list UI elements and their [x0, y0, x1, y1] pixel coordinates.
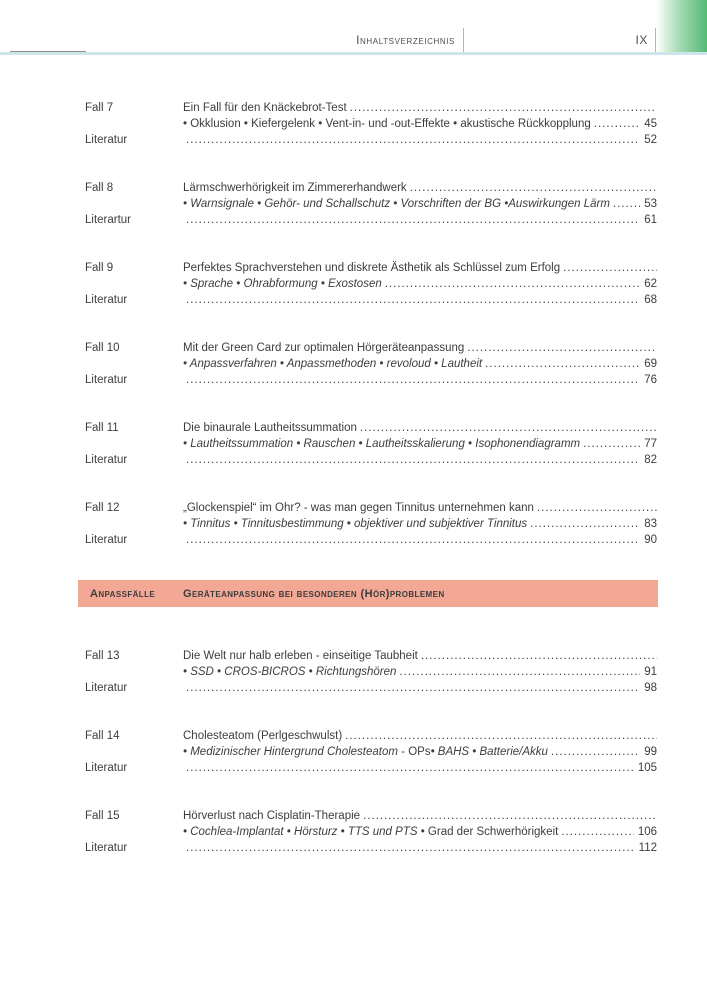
entry-topics-page: 83: [644, 518, 657, 530]
entry-topics-page: 45: [644, 118, 657, 130]
literatur-line: [183, 212, 657, 228]
entry-title-line: [183, 260, 657, 276]
dot-leader: [186, 840, 635, 856]
toc-entry: [85, 340, 657, 388]
dot-leader: [363, 808, 657, 824]
literatur-label: Literatur: [85, 762, 128, 774]
toc-entry: [85, 180, 657, 228]
dot-leader: [186, 132, 640, 148]
entry-case-label: Fall 12: [85, 502, 120, 514]
dot-leader: [186, 532, 640, 548]
entry-title-line: [183, 648, 657, 664]
corner-gradient: [656, 0, 707, 52]
literatur-line: [183, 840, 657, 856]
entry-title-line: [183, 500, 657, 516]
entry-label-spacer: [85, 196, 183, 212]
entry-topics-run: • SSD • CROS-BICROS • Richtungshören: [183, 666, 397, 678]
literatur-label: Literatur: [85, 294, 128, 306]
entry-case-label: Fall 8: [85, 182, 114, 194]
entry-topics-run: Grad der Schwerhörigkeit: [427, 826, 559, 838]
entry-topics-page: 77: [644, 438, 657, 450]
literatur-page: 112: [638, 842, 657, 854]
entry-topics-page: 106: [637, 826, 657, 838]
entry-topics-line: [183, 196, 657, 212]
entry-topics-run: • Lautheitssummation • Rauschen • Lautheitsskalierung • Isophonendiagramm: [183, 438, 581, 450]
entry-title-line: [183, 180, 657, 196]
dot-leader: [530, 516, 640, 532]
literatur-page: 105: [637, 762, 657, 774]
toc-entry: [85, 100, 657, 148]
entry-title: Cholesteatom (Perlgeschwulst): [183, 730, 343, 742]
dot-leader: [186, 680, 640, 696]
entry-case-label: Fall 13: [85, 650, 120, 662]
entry-label-spacer: [85, 116, 183, 132]
toc-entry: [85, 500, 657, 548]
entry-topics-run: - OPs: [397, 746, 431, 758]
entry-label-spacer: [85, 744, 183, 760]
header-rule-blue: [0, 52, 707, 55]
section-bar-title: Geräteanpassung bei besonderen (Hör)problemen: [183, 587, 445, 600]
dot-leader: [583, 436, 640, 452]
dot-leader: [350, 100, 657, 116]
entry-title: Hörverlust nach Cisplatin-Therapie: [183, 810, 361, 822]
dot-leader: [186, 760, 634, 776]
literatur-label: Literatur: [85, 842, 128, 854]
entry-case-label: Fall 7: [85, 102, 114, 114]
dot-leader: [186, 452, 640, 468]
entry-topics-line: [183, 356, 657, 372]
entry-topics-line: [183, 516, 657, 532]
literatur-page: 82: [644, 454, 657, 466]
entry-case-label: Fall 14: [85, 730, 120, 742]
entry-title: Ein Fall für den Knäckebrot-Test: [183, 102, 347, 114]
entry-label-spacer: [85, 356, 183, 372]
page-number: IX: [635, 33, 648, 47]
entry-title: „Glockenspiel“ im Ohr? - was man gegen Tinnitus unternehmen kann: [183, 502, 534, 514]
literatur-page: 76: [644, 374, 657, 386]
literatur-label: Literatur: [85, 682, 128, 694]
entry-title: Lärmschwerhörigkeit im Zimmererhandwerk: [183, 182, 407, 194]
dot-leader: [186, 212, 640, 228]
entry-topics-page: 69: [644, 358, 657, 370]
toc-entry: [85, 728, 657, 776]
entry-topics-line: [183, 824, 657, 840]
dot-leader: [537, 500, 657, 516]
dot-leader: [485, 356, 640, 372]
entry-case-label: Fall 11: [85, 422, 119, 434]
entry-title: Perfektes Sprachverstehen und diskrete Ästhetik als Schlüssel zum Erfolg: [183, 262, 561, 274]
dot-leader: [186, 372, 640, 388]
entry-case-label: Fall 10: [85, 342, 120, 354]
literatur-line: [183, 132, 657, 148]
entry-case-label: Fall 9: [85, 262, 114, 274]
toc-entry: [85, 648, 657, 696]
entry-label-spacer: [85, 824, 183, 840]
entry-label-spacer: [85, 276, 183, 292]
literatur-page: 98: [644, 682, 657, 694]
dot-leader: [186, 292, 640, 308]
entry-label-spacer: [85, 516, 183, 532]
toc-group-anpassfaelle: [85, 648, 657, 856]
literatur-page: 90: [644, 534, 657, 546]
entry-topics-line: [183, 436, 657, 452]
literatur-page: 52: [644, 134, 657, 146]
section-bar-label: Anpassfälle: [90, 587, 156, 600]
literatur-label: Literatur: [85, 454, 128, 466]
header-divider-left: [463, 28, 464, 53]
dot-leader: [399, 664, 640, 680]
dot-leader: [360, 420, 657, 436]
entry-topics-line: [183, 276, 657, 292]
literatur-line: [183, 532, 657, 548]
literatur-line: [183, 372, 657, 388]
entry-topics-run: • Okklusion • Kiefergelenk • Vent-in- und -out-Effekte • akustische Rückkopplung: [183, 118, 591, 130]
literatur-label: Literartur: [85, 214, 132, 226]
entry-title-line: [183, 100, 657, 116]
toc-entry: [85, 420, 657, 468]
literatur-label: Literatur: [85, 534, 128, 546]
entry-topics-line: [183, 664, 657, 680]
literatur-line: [183, 680, 657, 696]
entry-title: Die binaurale Lautheitssummation: [183, 422, 357, 434]
dot-leader: [410, 180, 657, 196]
literatur-line: [183, 452, 657, 468]
entry-topics-page: 62: [644, 278, 657, 290]
running-header-title: Inhaltsverzeichnis: [356, 33, 455, 47]
dot-leader: [345, 728, 657, 744]
literatur-label: Literatur: [85, 374, 128, 386]
entry-title-line: [183, 808, 657, 824]
header-divider-right: [655, 28, 656, 53]
entry-topics-page: 99: [644, 746, 657, 758]
literatur-line: [183, 292, 657, 308]
entry-label-spacer: [85, 436, 183, 452]
entry-topics-run: • Anpassverfahren • Anpassmethoden • revoloud • Lautheit: [183, 358, 483, 370]
entry-title-line: [183, 340, 657, 356]
entry-topics-run: • Sprache • Ohrabformung • Exostosen: [183, 278, 382, 290]
entry-topics-page: 53: [644, 198, 657, 210]
entry-topics-line: [183, 116, 657, 132]
entry-topics-run: • Medizinischer Hintergrund Cholesteatom: [183, 746, 398, 758]
toc-group-hoergeraete: [85, 100, 657, 548]
toc-content: [85, 100, 657, 888]
toc-entry: [85, 808, 657, 856]
dot-leader: [551, 744, 640, 760]
dot-leader: [421, 648, 657, 664]
entry-title: Die Welt nur halb erleben - einseitige Taubheit: [183, 650, 418, 662]
entry-topics-run: • BAHS • Batterie/Akku: [430, 746, 548, 758]
literatur-label: Literatur: [85, 134, 128, 146]
entry-topics-run: • Warnsignale • Gehör- und Schallschutz • Vorschriften der BG •Auswirkungen Lärm: [183, 198, 610, 210]
literatur-line: [183, 760, 657, 776]
literatur-page: 61: [644, 214, 657, 226]
entry-title: Mit der Green Card zur optimalen Hörgeräteanpassung: [183, 342, 465, 354]
entry-topics-page: 91: [644, 666, 657, 678]
dot-leader: [594, 116, 640, 132]
section-bar: [78, 580, 658, 607]
dot-leader: [613, 196, 640, 212]
entry-topics-run: • Cochlea-Implantat • Hörsturz • TTS und PTS •: [183, 826, 428, 838]
dot-leader: [561, 824, 633, 840]
entry-case-label: Fall 15: [85, 810, 120, 822]
entry-title-line: [183, 420, 657, 436]
entry-topics-line: [183, 744, 657, 760]
toc-entry: [85, 260, 657, 308]
entry-title-line: [183, 728, 657, 744]
dot-leader: [563, 260, 657, 276]
dot-leader: [467, 340, 657, 356]
entry-label-spacer: [85, 664, 183, 680]
dot-leader: [385, 276, 640, 292]
entry-topics-run: • Tinnitus • Tinnitusbestimmung • objektiver und subjektiver Tinnitus: [183, 518, 528, 530]
literatur-page: 68: [644, 294, 657, 306]
